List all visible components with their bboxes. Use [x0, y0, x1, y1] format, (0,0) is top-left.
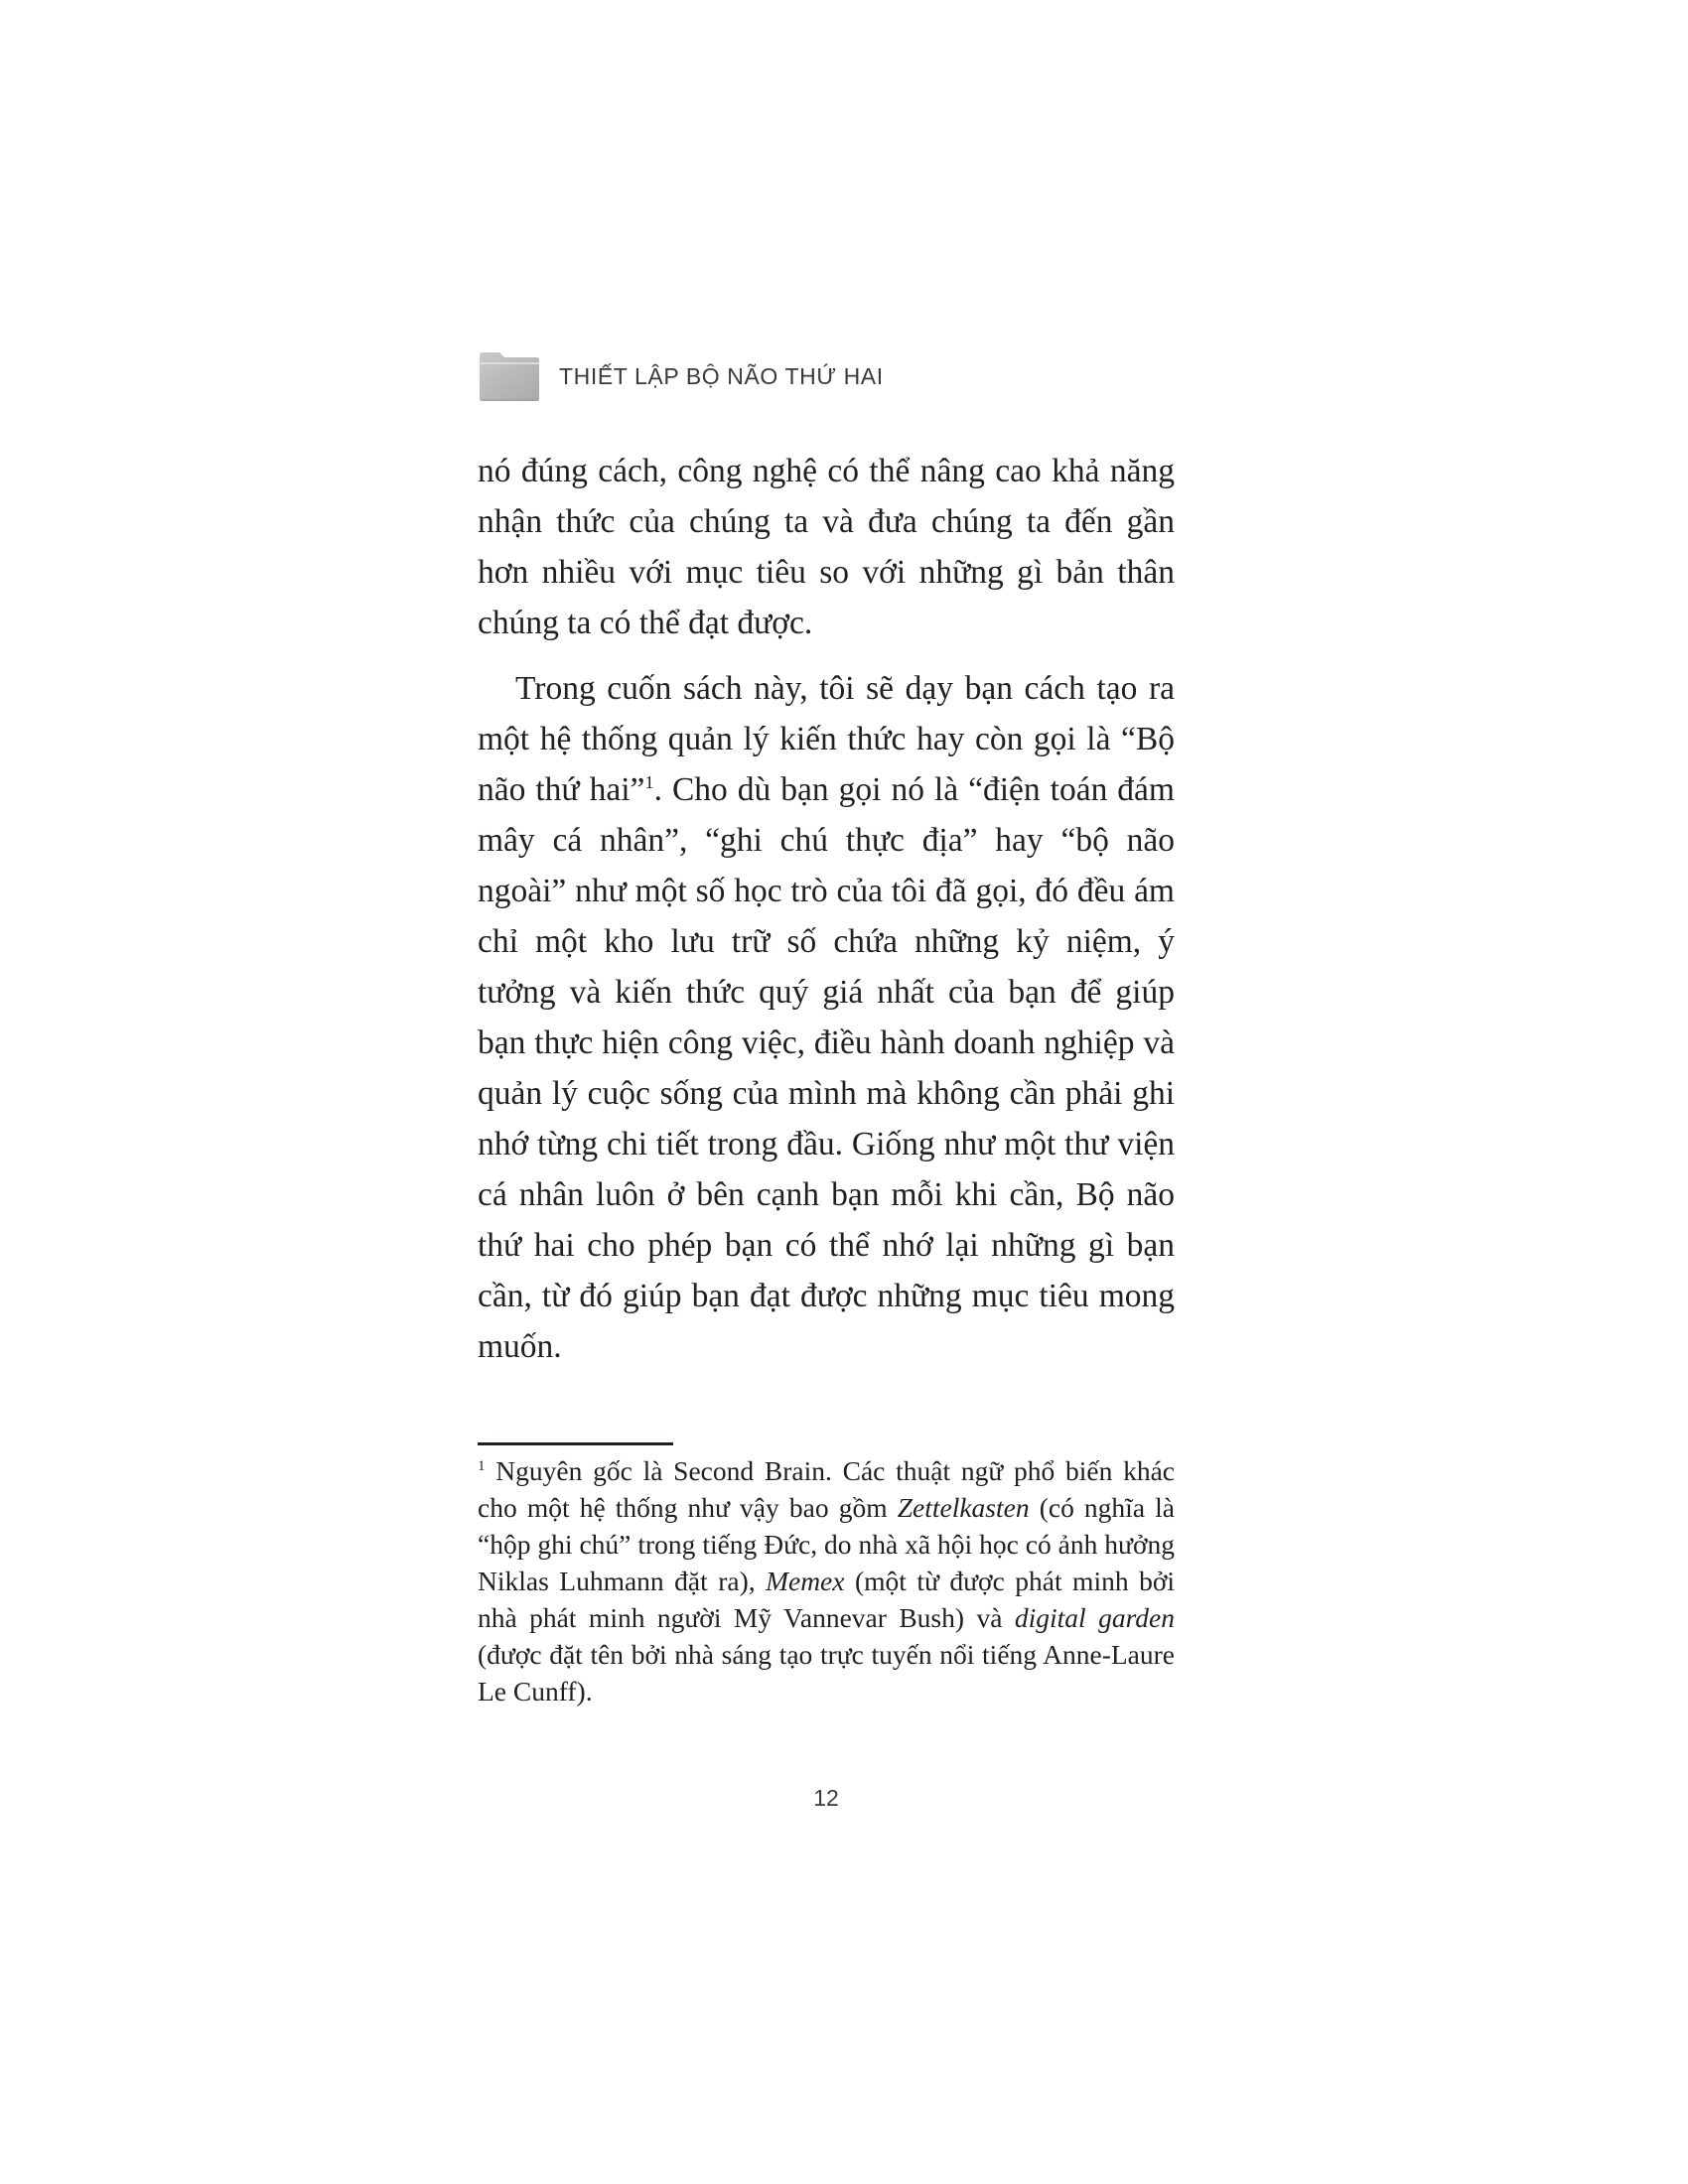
running-header	[478, 350, 884, 402]
footnote-text: (được đặt tên bởi nhà sáng tạo trực tuyến nổi tiếng Anne-Laure Le Cunff).	[478, 1639, 1175, 1706]
footnote-reference: 1	[644, 771, 654, 792]
footnote-term: Memex	[766, 1566, 845, 1596]
paragraph	[478, 663, 1175, 1372]
footnote	[478, 1452, 1175, 1709]
folder-icon	[478, 350, 541, 402]
paragraph-text: Trong cuốn sách này, tôi sẽ dạy bạn cách tạo ra một hệ thống quản lý kiến thức hay còn gọi là “Bộ não thứ hai”	[478, 670, 1175, 808]
footnote-marker: 1	[478, 1457, 486, 1474]
paragraph: nó đúng cách, công nghệ có thể nâng cao khả năng nhận thức của chúng ta và đưa chúng ta đến gần hơn nhiều với mục tiêu so với những gì bản thân chúng ta có thể đạt được.	[478, 453, 1175, 641]
body-text	[478, 446, 1175, 1372]
footnote-term: Zettelkasten	[897, 1492, 1030, 1523]
footnote-separator	[478, 1442, 673, 1445]
running-head-title: THIẾT LẬP BỘ NÃO THỨ HAI	[559, 362, 884, 389]
footnote-text: (một từ được phát minh bởi nhà phát minh người Mỹ Vannevar Bush) và	[478, 1566, 1175, 1633]
footnote-term: digital garden	[1014, 1602, 1175, 1633]
page-number: 12	[813, 1785, 839, 1811]
footnote-text: (có nghĩa là “hộp ghi chú” trong tiếng Đức, do nhà xã hội học có ảnh hưởng Niklas Luhmann đặt ra),	[478, 1492, 1175, 1596]
footnote-text: Nguyên gốc là Second Brain. Các thuật ngữ phổ biến khác cho một hệ thống như vậy bao gồm	[478, 1455, 1175, 1523]
paragraph-text: . Cho dù bạn gọi nó là “điện toán đám mây cá nhân”, “ghi chú thực địa” hay “bộ não ngoài” như một số học trò của tôi đã gọi, đó đều ám chỉ một kho lưu trữ số chứa những kỷ niệm, ý tưởng và kiến thức quý giá nhất của bạn để giúp bạn thực hiện công việc, điều hành doanh nghiệp và quản lý cuộc sống của mình mà không cần phải ghi nhớ từng chi tiết trong đầu. Giống như một thư viện cá nhân luôn ở bên cạnh bạn mỗi khi cần, Bộ não thứ hai cho phép bạn có thể nhớ lại những gì bạn cần, từ đó giúp bạn đạt được những mục tiêu mong muốn.	[478, 771, 1175, 1365]
